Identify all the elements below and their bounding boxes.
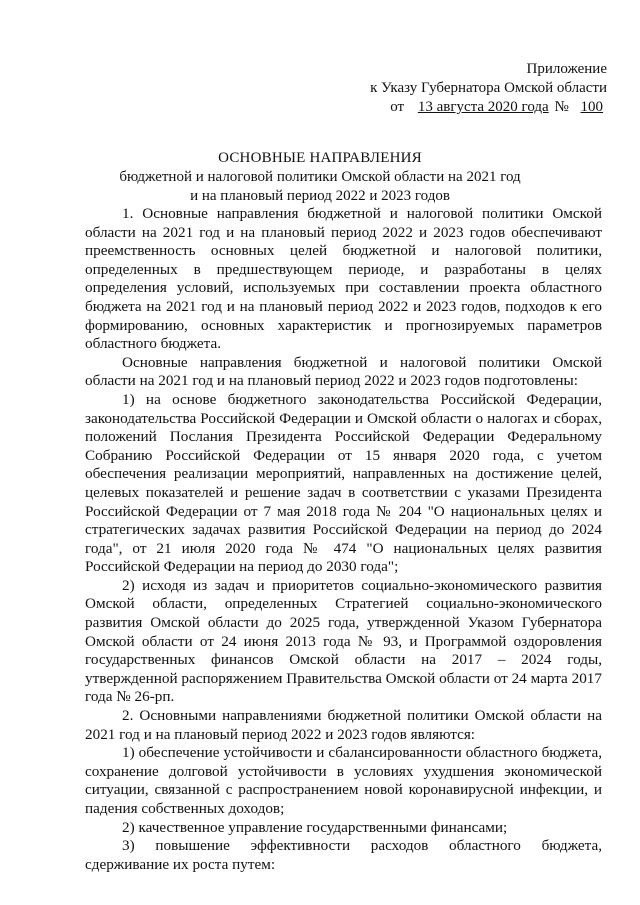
appendix-from-label: от — [390, 99, 405, 115]
appendix-date: 13 августа 2020 года — [417, 99, 549, 115]
document-title — [0, 149, 640, 206]
paragraph: 2) качественное управление государственными финансами; — [122, 818, 508, 836]
document-body — [85, 205, 602, 874]
paragraph: 2) исходя из задач и приоритетов социально-экономического развития Омской области, определенных Стратегией социально-экономического развития Омской области до 2025 года, утвержденной Указом Губернатора Омской области от 24 июня 2013 года № 93, и Программой оздоровления государственных финансов Омской области на 2017 – 2024 годы, утвержденной распоряжением Правительства Омской области от 24 марта 2017 года № 26-рп. — [85, 576, 602, 706]
appendix-date-line — [370, 98, 607, 117]
paragraph: 2. Основными направлениями бюджетной политики Омской области на 2021 год и на плановый период 2022 и 2023 годов являются: — [85, 707, 602, 743]
appendix-number-label: № — [554, 99, 569, 115]
title-main: ОСНОВНЫЕ НАПРАВЛЕНИЯ — [218, 150, 422, 166]
paragraph: Основные направления бюджетной и налоговой политики Омской области на 2021 год и на плановый период 2022 и 2023 годов подготовлены: — [85, 353, 602, 390]
paragraph: 3) повышение эффективности расходов областного бюджета, сдерживание их роста путем: — [85, 837, 602, 873]
paragraph: 1) обеспечение устойчивости и сбалансированности областного бюджета, сохранение долговой устойчивости в условиях ухудшения экономической ситуации, связанной с распространением новой коронавирусной инфекции, и падения собственных доходов; — [85, 744, 602, 817]
title-subtitle-line2: и на плановый период 2022 и 2023 годов — [190, 188, 450, 204]
appendix-number: 100 — [580, 99, 603, 115]
paragraph: 1. Основные направления бюджетной и налоговой политики Омской области на 2021 год и на плановый период 2022 и 2023 годов обеспечивают преемственность основных целей бюджетной и налоговой политики, определенных в предшествующем периоде, и разработаны в целях определения условий, используемых при составлении проекта областного бюджета на 2021 год и на плановый период 2022 и 2023 годов, подходов к его формированию, основных характеристик и прогнозируемых параметров областного бюджета. — [85, 205, 602, 353]
appendix-decree-ref: к Указу Губернатора Омской области — [370, 80, 607, 96]
title-subtitle-line1: бюджетной и налоговой политики Омской области на 2021 год — [119, 169, 521, 185]
paragraph: 1) на основе бюджетного законодательства Российской Федерации, законодательства Российской Федерации и Омской области о налогах и сборах, положений Послания Президента Российской Федерации Федеральному Собранию Российской Федерации от 15 января 2020 года, с учетом обеспечения реализации мероприятий, направленных на достижение целей, целевых показателей и решение задач в соответствии с указами Президента Российской Федерации от 7 мая 2018 года № 204 "О национальных целях и стратегических задачах развития Российской Федерации на период до 2024 года", от 21 июля 2020 года № 474 "О национальных целях развития Российской Федерации на период до 2030 года"; — [85, 390, 602, 576]
appendix-label: Приложение — [526, 61, 607, 77]
appendix-header — [370, 60, 607, 117]
